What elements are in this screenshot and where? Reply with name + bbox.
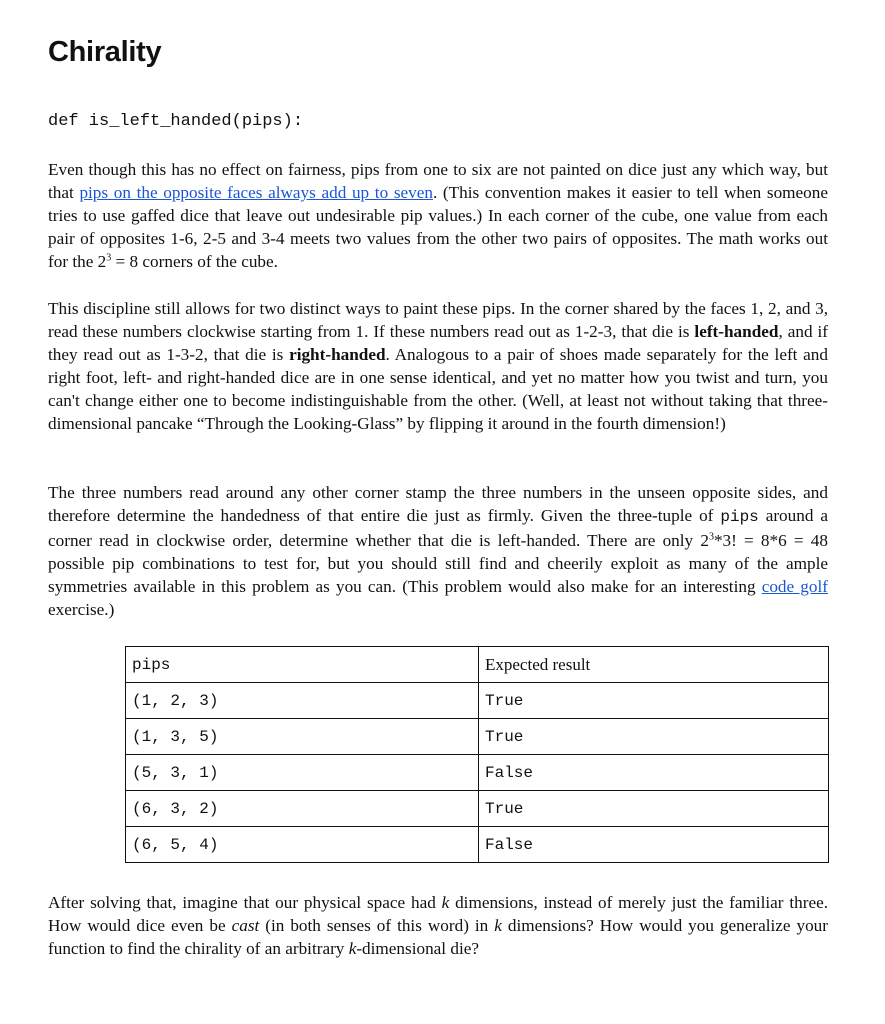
text: Even though this has no effect on fairness, pips from one to six are not painted on dice just any which way, but that (48, 160, 828, 202)
table-row (126, 755, 829, 791)
cell-result: False (479, 827, 829, 863)
text: dimensions, instead of merely just the familiar three. How would dice even be (48, 893, 828, 935)
italic-k: k (494, 916, 502, 935)
cell-result: True (479, 791, 829, 827)
text: . Analogous to a pair of shoes made separately for the left and right foot, left- and right-handed dice are in one sense identical, and yet no matter how you twist and turn, you can't change either one to become indistinguishable from the other. (Well, at least not without taking that three-dimensional pancake “Through the Looking-Glass” by flipping it around in the fourth dimension!) (48, 345, 828, 433)
italic-term: cast (231, 916, 260, 935)
header-pips: pips (126, 647, 479, 683)
table-row (126, 683, 829, 719)
text: exercise.) (48, 600, 115, 619)
text: After solving that, imagine that our physical space had (48, 893, 442, 912)
page-title: Chirality (48, 36, 162, 68)
paragraph-generalize (48, 891, 828, 960)
bold-term: left-handed (694, 322, 779, 341)
text: = 8 corners of the cube. (111, 252, 278, 271)
text: -dimensional die? (356, 939, 479, 958)
cell-result: False (479, 755, 829, 791)
inline-code: pips (720, 508, 759, 526)
cell-pips: (1, 2, 3) (126, 683, 479, 719)
paragraph-intro (48, 158, 828, 273)
text: This discipline still allows for two distinct ways to paint these pips. In the corner shared by the faces 1, 2, and 3, read these numbers clockwise starting from 1. If these numbers read out as 1-2-3, that die is (48, 299, 828, 341)
table-header-row (126, 647, 829, 683)
table-row (126, 791, 829, 827)
paragraph-handedness (48, 297, 828, 435)
text: . (This convention makes it easier to tell when someone tries to use gaffed dice that leave out undesirable pip values.) In each corner of the cube, one value from each pair of opposites 1-6, 2-5 and 3-4 meets two values from the other two pairs of opposites. The math works out for the 2 (48, 183, 828, 271)
opposite-faces-link[interactable]: pips on the opposite faces always add up to seven (79, 183, 433, 202)
examples-table (125, 646, 829, 863)
text: , and if they read out as 1-3-2, that die is (48, 322, 828, 364)
cell-pips: (5, 3, 1) (126, 755, 479, 791)
text: around a corner read in clockwise order, determine whether that die is left-handed. There are only 2 (48, 506, 829, 550)
table-row (126, 827, 829, 863)
cell-pips: (6, 3, 2) (126, 791, 479, 827)
text: dimensions? How would you generalize your function to find the chirality of an arbitrary (48, 916, 828, 958)
cell-pips: (1, 3, 5) (126, 719, 479, 755)
function-signature: def is_left_handed(pips): (48, 112, 304, 131)
cell-result: True (479, 683, 829, 719)
text: *3! = 8*6 = 48 possible pip combinations to test for, but you should still find and cheerily exploit as many of the ample symmetries available in this problem as you can. (This problem would also make for an interesting (48, 531, 828, 596)
text: (in both senses of this word) in (259, 916, 495, 935)
text: The three numbers read around any other corner stamp the three numbers in the unseen opposite sides, and therefore determine the handedness of that entire die just as firmly. Given the three-tuple of (48, 483, 828, 525)
italic-k: k (441, 893, 450, 912)
header-expected: Expected result (479, 647, 829, 683)
superscript: 3 (106, 252, 112, 264)
cell-pips: (6, 5, 4) (126, 827, 479, 863)
table-row (126, 719, 829, 755)
superscript: 3 (708, 531, 714, 543)
bold-term: right-handed (289, 345, 386, 364)
paragraph-task (48, 481, 828, 621)
code-golf-link[interactable]: code golf (761, 577, 828, 596)
italic-k: k (348, 939, 357, 958)
cell-result: True (479, 719, 829, 755)
